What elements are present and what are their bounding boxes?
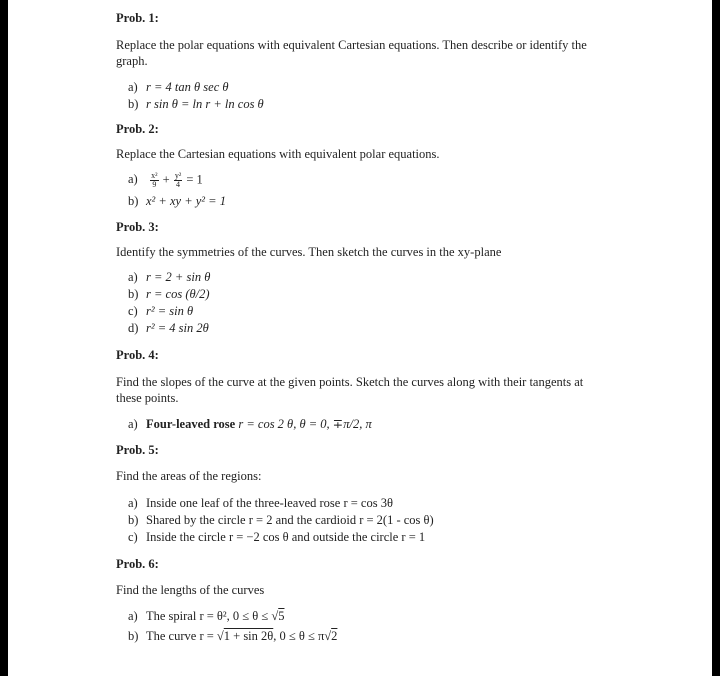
prob4-item-a: a) Four-leaved rose r = cos 2 θ, θ = 0, ∓π/2, π: [128, 417, 372, 431]
prob1-title: Prob. 1:: [116, 11, 159, 25]
prob2-title: Prob. 2:: [116, 122, 159, 136]
prob3-item-b: b) r = cos (θ/2): [128, 287, 210, 301]
prob5-title: Prob. 5:: [116, 443, 159, 457]
prob2-item-b: b) x² + xy + y² = 1: [128, 194, 226, 208]
prob5-item-a: a) Inside one leaf of the three-leaved rose r = cos 3θ: [128, 496, 393, 510]
prob6-item-a: a) The spiral r = θ², 0 ≤ θ ≤ √5: [128, 609, 285, 623]
prob2-text: Replace the Cartesian equations with equivalent polar equations.: [116, 147, 440, 161]
prob3-title: Prob. 3:: [116, 220, 159, 234]
prob6-item-b: b) The curve r = √1 + sin 2θ, 0 ≤ θ ≤ π√2: [128, 629, 338, 643]
prob5-item-c: c) Inside the circle r = −2 cos θ and outside the circle r = 1: [128, 530, 426, 544]
prob2-item-a: a) $\frac{\text{x²}}{9}$ + $\frac{\text{y²}}{4}$ = 1: [128, 171, 203, 189]
document-page: [8, 0, 712, 676]
prob3-item-d: d) r² = 4 sin 2θ: [128, 321, 209, 335]
prob5-text: Find the areas of the regions:: [116, 469, 262, 483]
prob4-title: Prob. 4:: [116, 348, 159, 362]
prob1-item-a: a) r = 4 tan θ sec θ: [128, 80, 229, 94]
prob3-item-c: c) r² = sin θ: [128, 304, 194, 318]
prob1-text: Replace the polar equations with equivalent Cartesian equations. Then describe or identify the graph.: [116, 38, 587, 68]
prob6-title: Prob. 6:: [116, 557, 159, 571]
prob3-text: Identify the symmetries of the curves. Then sketch the curves in the xy-plane: [116, 245, 502, 259]
prob5-item-b: b) Shared by the circle r = 2 and the cardioid r = 2(1 - cos θ): [128, 513, 434, 527]
prob4-text: Find the slopes of the curve at the given points. Sketch the curves along with their tangents at these points.: [116, 375, 584, 405]
prob1-item-b: b) r sin θ = ln r + ln cos θ: [128, 97, 264, 111]
prob3-item-a: a) r = 2 + sin θ: [128, 270, 211, 284]
prob6-text: Find the lengths of the curves: [116, 583, 265, 597]
